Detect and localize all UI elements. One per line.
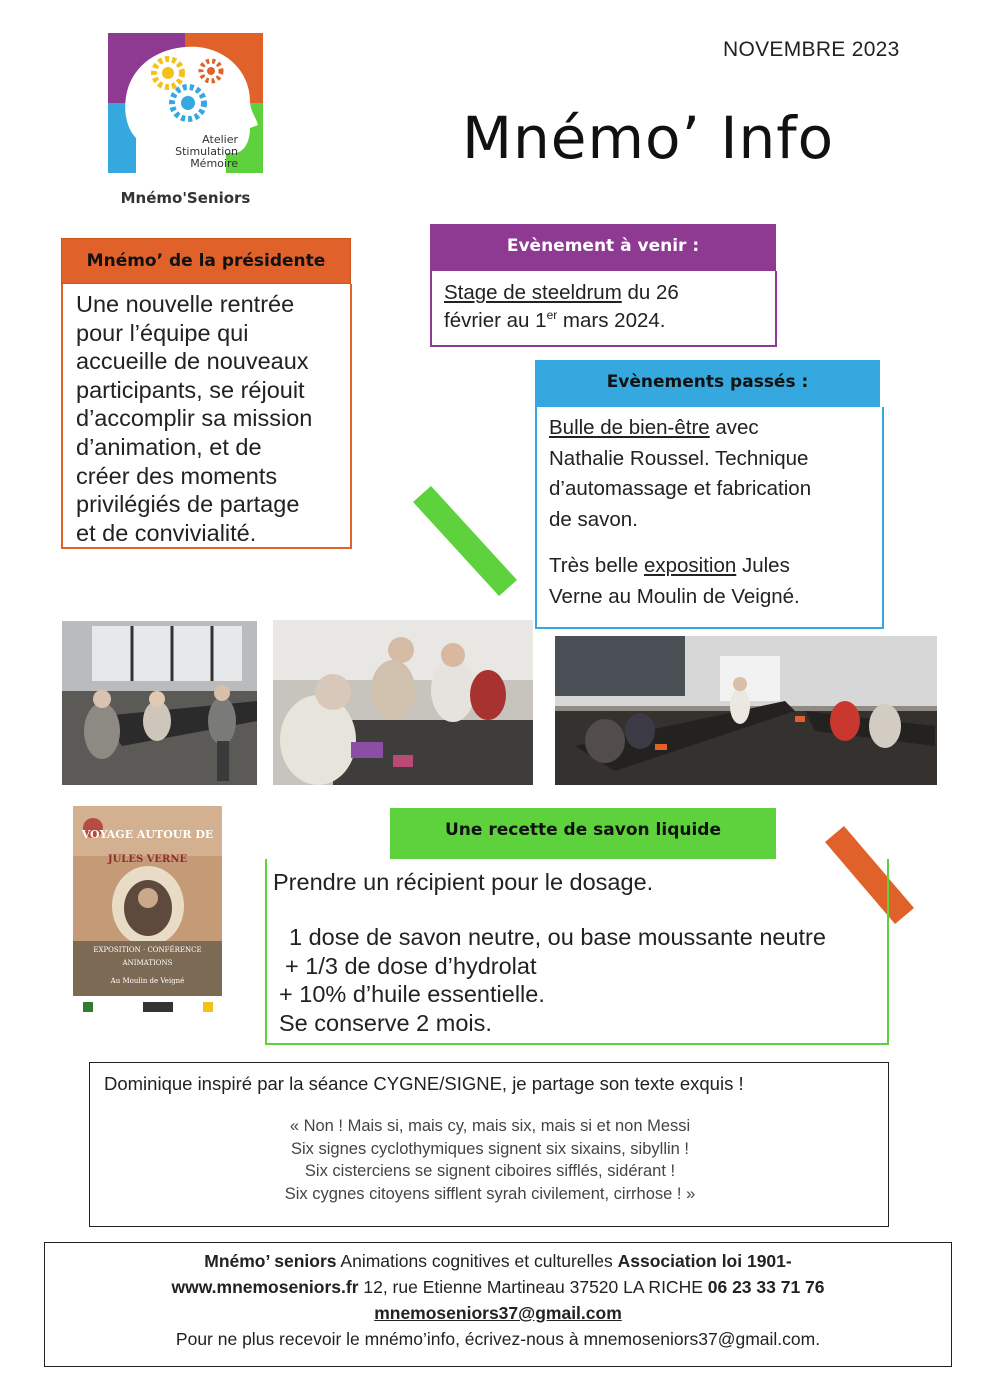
footer-email-link[interactable]: mnemoseniors37@gmail.com bbox=[374, 1303, 622, 1323]
president-section-title: Mnémo’ de la présidente bbox=[61, 238, 351, 284]
past-text: Nathalie Roussel. Technique bbox=[549, 446, 809, 470]
footer-description: Animations cognitives et culturelles bbox=[336, 1251, 618, 1271]
past-text: Très belle bbox=[549, 554, 644, 577]
upcoming-text: mars 2024. bbox=[557, 309, 666, 332]
footer-org-name: Mnémo’ seniors bbox=[204, 1251, 337, 1271]
president-line: privilégiés de partage bbox=[76, 491, 300, 518]
upcoming-event-title: Evènement à venir : bbox=[430, 224, 776, 271]
footer-association: Association loi 1901- bbox=[617, 1251, 792, 1271]
workshop-photo-3 bbox=[555, 636, 937, 785]
upcoming-event-body bbox=[430, 271, 777, 347]
workshop-photo-2 bbox=[273, 620, 533, 785]
poster-title-top: VOYAGE AUTOUR DE bbox=[81, 828, 214, 841]
president-message bbox=[61, 284, 352, 549]
past-text: Jules bbox=[736, 554, 790, 577]
poster-line-3: Au Moulin de Veigné bbox=[110, 977, 185, 985]
logo-line-1: Atelier bbox=[202, 133, 238, 146]
recipe-line: Prendre un récipient pour le dosage. bbox=[273, 869, 654, 895]
green-decorative-bar bbox=[405, 480, 520, 600]
association-logo bbox=[108, 33, 263, 208]
poem-line: Six signes cyclothymiques signent six sixains, sibyllin ! bbox=[291, 1139, 689, 1158]
footer-website-link[interactable]: www.mnemoseniors.fr bbox=[171, 1277, 359, 1297]
past-event-wellbeing bbox=[549, 413, 872, 535]
jules-verne-poster bbox=[73, 806, 222, 1018]
newsletter-title: Mnémo’ Info bbox=[462, 104, 835, 172]
recipe-line: 1 dose de savon neutre, ou base moussante neutre bbox=[289, 924, 826, 950]
president-line: accueille de nouveaux bbox=[76, 348, 309, 375]
recipe-line: + 1/3 de dose d’hydrolat bbox=[285, 953, 537, 979]
poem-line: « Non ! Mais si, mais cy, mais six, mais si et non Messi bbox=[289, 1117, 691, 1135]
footer-phone: 06 23 33 71 76 bbox=[707, 1277, 825, 1297]
logo-line-3: Mémoire bbox=[190, 157, 238, 170]
exhibition-link[interactable]: exposition bbox=[643, 554, 737, 577]
past-text: de savon. bbox=[549, 507, 638, 531]
dominique-poem-box bbox=[89, 1062, 889, 1227]
poem-line: Six cisterciens se signent ciboires sifflés, sidérant ! bbox=[304, 1162, 676, 1181]
past-text: avec bbox=[709, 416, 759, 439]
upcoming-text: du 26 bbox=[621, 281, 679, 304]
president-line: et de convivialité. bbox=[76, 519, 257, 546]
workshop-photo-1 bbox=[62, 621, 257, 785]
poem-intro: Dominique inspiré par la séance CYGNE/SIGNE, je partage son texte exquis ! bbox=[104, 1073, 744, 1094]
president-line: d’animation, et de bbox=[76, 433, 262, 460]
ordinal-suffix: er bbox=[546, 308, 558, 323]
logo-brand-name: Mnémo'Seniors bbox=[120, 189, 251, 207]
past-text: d’automassage et fabrication bbox=[549, 477, 812, 500]
president-line: d’accomplir sa mission bbox=[76, 405, 313, 432]
recipe-line: Se conserve 2 mois. bbox=[279, 1010, 492, 1036]
past-events-body bbox=[535, 407, 884, 629]
president-line: Une nouvelle rentrée bbox=[76, 291, 295, 317]
president-line: participants, se réjouit bbox=[76, 376, 305, 403]
president-line: pour l’équipe qui bbox=[76, 319, 249, 346]
poster-line-1: EXPOSITION · CONFÉRENCE bbox=[93, 946, 202, 954]
poster-title-name: JULES VERNE bbox=[107, 854, 188, 865]
past-events-title: Evènements passés : bbox=[535, 360, 880, 407]
past-event-exhibition bbox=[549, 551, 872, 612]
recipe-body bbox=[265, 859, 889, 1045]
wellbeing-link[interactable]: Bulle de bien-être bbox=[549, 416, 710, 439]
footer-unsubscribe-note: Pour ne plus recevoir le mnémo’info, écrivez-nous à mnemoseniors37@gmail.com. bbox=[175, 1329, 821, 1349]
poem-text bbox=[90, 1115, 890, 1205]
issue-date: NOVEMBRE 2023 bbox=[723, 38, 900, 61]
upcoming-text: février au 1 bbox=[444, 309, 547, 332]
poster-line-2: ANIMATIONS bbox=[122, 959, 173, 967]
president-line: créer des moments bbox=[76, 462, 278, 489]
recipe-section-title: Une recette de savon liquide bbox=[390, 808, 776, 859]
logo-line-2: Stimulation bbox=[175, 145, 238, 158]
footer-address: 12, rue Etienne Martineau 37520 LA RICHE bbox=[358, 1277, 708, 1297]
contact-footer bbox=[44, 1242, 952, 1367]
steeldrum-link[interactable]: Stage de steeldrum bbox=[444, 281, 622, 304]
recipe-line: + 10% d’huile essentielle. bbox=[279, 981, 545, 1007]
past-text: Verne au Moulin de Veigné. bbox=[549, 584, 800, 608]
poem-line: Six cygnes citoyens sifflent syrah civilement, cirrhose ! » bbox=[284, 1184, 696, 1203]
